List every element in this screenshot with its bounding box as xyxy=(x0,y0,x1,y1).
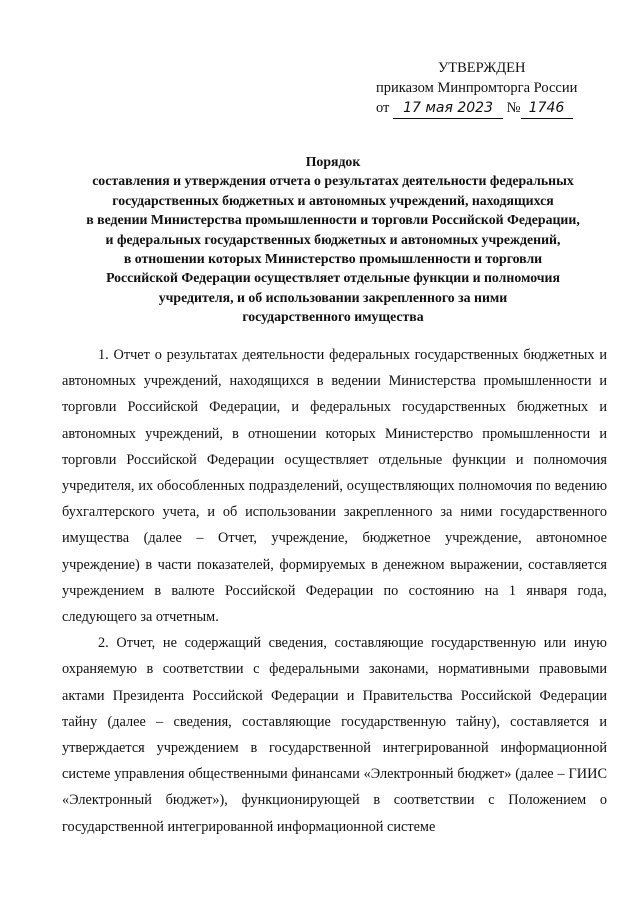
title-line: учредителя, и об использовании закрепленного за ними xyxy=(158,289,508,305)
title-heading: Порядок xyxy=(305,154,361,169)
document-title xyxy=(40,152,626,327)
title-line: и федеральных государственных бюджетных и автономных учреждений, xyxy=(105,231,561,247)
title-line: государственного имущества xyxy=(242,309,424,325)
date-number-line xyxy=(372,98,602,119)
paragraph-1: 1. Отчет о результатах деятельности федеральных государственных бюджетных и автономных учреждений, находящихся в ведении Министерства промышленности и торговли Российской Федерации, и федеральных государственных бюджетных и автономных учреждений, в отношении которых Министерство промышленности и торговли Российской Федерации осуществляет отдельные функции и полномочия учредителя, их обособленных подразделений, осуществляющих полномочия по ведению бухгалтерского учета, и об использовании закрепленного за ними государственного имущества (далее – Отчет, учреждение, бюджетное учреждение, автономное учреждение) в части показателей, формируемых в денежном выражении, составляется учреждением в валюте Российской Федерации по состоянию на 1 января года, следующего за отчетным. xyxy=(62,347,607,626)
document-body xyxy=(62,342,607,840)
order-label: приказом Минпромторга России xyxy=(376,80,578,96)
approval-stamp xyxy=(372,58,602,119)
title-line: в отношении которых Министерство промышленности и торговли xyxy=(123,251,543,267)
handwritten-date: 17 мая 2023 xyxy=(393,98,503,119)
paragraph-2: 2. Отчет, не содержащий сведения, составляющие государственную или иную охраняемую в соответствии с федеральными законами, нормативными правовыми актами Президента Российской Федерации и Правительства Российской Федерации тайну (далее – сведения, составляющие государственную тайну), составляется и утверждается учреждением в государственной интегрированной информационной системе управления общественными финансами «Электронный бюджет» (далее – ГИИС «Электронный бюджет»), функционирующей в соответствии с Положением о государственной интегрированной информационной системе xyxy=(62,635,607,835)
date-prefix: от xyxy=(376,100,390,116)
title-line: государственных бюджетных и автономных учреждений, находящихся xyxy=(112,192,554,208)
approved-label: УТВЕРЖДЕН xyxy=(438,60,526,76)
number-prefix: № xyxy=(506,100,521,116)
handwritten-number: 1746 xyxy=(521,98,573,119)
title-line: в ведении Министерства промышленности и торговли Российской Федерации, xyxy=(86,212,580,228)
title-line: составления и утверждения отчета о результатах деятельности федеральных xyxy=(92,173,574,189)
title-line: Российской Федерации осуществляет отдельные функции и полномочия xyxy=(106,270,560,286)
